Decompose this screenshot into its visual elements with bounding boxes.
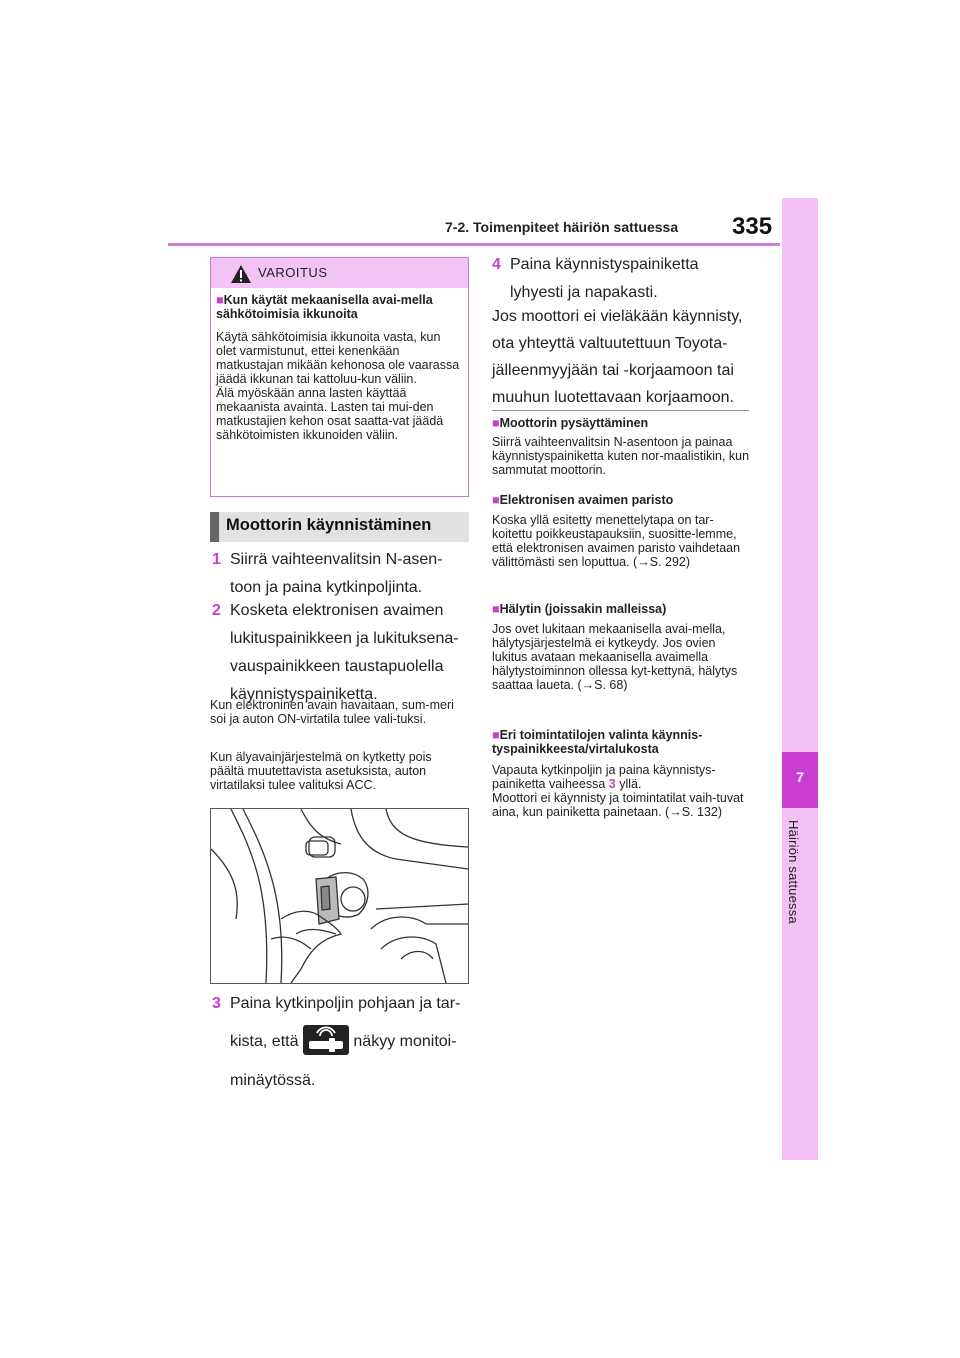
bullet-square-icon: ■ [492, 493, 500, 507]
step-number: 4 [492, 256, 501, 273]
section-header: 7-2. Toimenpiteet häiriön sattuessa [445, 219, 679, 235]
info-paragraph: Jos ovet lukitaan mekaanisella avai-mella, hälytysjärjestelmä ei kytkeydy. Jos ovien lukitus avataan mekaanisella avaimella hälytystoiminnon ollessa kyt-kettynä, hälytys saattaa laueta. (→S. 68) [492, 622, 738, 692]
info-heading: ■Elektronisen avaimen paristo [492, 493, 674, 507]
bullet-square-icon: ■ [492, 602, 500, 616]
step-number: 1 [212, 551, 221, 568]
step-number: 2 [212, 602, 221, 619]
key-indicator-icon [303, 1025, 349, 1055]
info-heading: ■Moottorin pysäyttäminen [492, 416, 649, 430]
step-reference: 3 [608, 777, 616, 791]
note-paragraph: Kun elektroninen avain havaitaan, sum-meri soi ja auton ON-virtatila tulee vali-tuksi. [210, 698, 454, 726]
step-4-followup: Jos moottori ei vieläkään käynnisty, ota yhteyttä valtuutettuun Toyota- jälleenmyyjään tai -korjaamoon tai muuhun luotettavaan korjaamoon. [492, 308, 743, 406]
start-button-illustration [210, 808, 469, 984]
page-number: 335 [732, 213, 773, 240]
step-1: 1 Siirrä vaihteenvalitsin N-asen- toon ja paina kytkinpoljinta. [212, 548, 472, 599]
info-heading: ■Eri toimintatilojen valinta käynnis-tyspainikkeesta/virtalukosta [492, 728, 703, 756]
header-divider [168, 243, 780, 246]
column-divider [492, 410, 749, 411]
warning-subheading: ■Kun käytät mekaanisella avai-mella sähkötoimisia ikkunoita [216, 293, 433, 321]
step-3: 3 Paina kytkinpoljin pohjaan ja tar- kista, että näkyy monitoi- minäytössä. [212, 992, 472, 1092]
step-2: 2 Kosketa elektronisen avaimen lukituspainikkeen ja lukituksena- vauspainikkeen taustapuolella käynnistyspainiketta. [212, 599, 472, 706]
warning-paragraph: Älä myöskään anna lasten käyttää mekaanista avainta. Lasten tai mui-den matkustajien kehon osat saatta-vat jäädä sähkötoimisten ikkunoiden väliin. [216, 386, 444, 442]
bullet-square-icon: ■ [492, 728, 500, 742]
warning-paragraph: Käytä sähkötoimisia ikkunoita vasta, kun olet varmistunut, ettei kenenkään matkustajan mikään kehonosa ole vaarassa jäädä ikkunan tai kattoluu-kun väliin. [216, 330, 460, 386]
warning-title: VAROITUS [258, 265, 328, 280]
step-4: 4 Paina käynnistyspainiketta lyhyesti ja napakasti. [492, 253, 757, 304]
info-paragraph: Koska yllä esitetty menettelytapa on tar-koitettu poikkeustapauksiin, suositte-lemme, että elektronisen avaimen paristo vaihdetaan välittömästi sen loputtua. (→S. 292) [492, 513, 741, 569]
chapter-tab-strip [782, 198, 818, 1160]
info-paragraph: Siirrä vaihteenvalitsin N-asentoon ja painaa käynnistyspainiketta kuten nor-maalistikin, kun sammutat moottorin. [492, 435, 750, 477]
note-paragraph: Kun älyavainjärjestelmä on kytketty pois päältä muutettavista asetuksista, auton virtatilaksi tulee valituksi ACC. [210, 750, 432, 792]
warning-body [216, 330, 464, 442]
step-number: 3 [212, 995, 221, 1012]
bullet-square-icon: ■ [216, 293, 224, 307]
warning-triangle-icon [230, 264, 252, 284]
warning-box [210, 257, 469, 497]
section-heading-bar [210, 512, 219, 542]
section-heading [210, 512, 469, 542]
info-heading: ■Hälytin (joissakin malleissa) [492, 602, 667, 616]
warning-header [211, 258, 468, 288]
bullet-square-icon: ■ [492, 416, 500, 430]
chapter-label: Häiriön sattuessa [786, 820, 801, 924]
chapter-number: 7 [796, 769, 804, 785]
info-paragraph: Vapauta kytkinpoljin ja paina käynnistys-painiketta vaiheessa 3 yllä. Moottori ei käynnisty ja toimintatilat vaih-tuvat aina, kun painiketta painetaan. (→S. 132) [492, 763, 744, 819]
hand-pressing-start-button-image [211, 809, 468, 983]
section-title: Moottorin käynnistäminen [226, 516, 432, 534]
